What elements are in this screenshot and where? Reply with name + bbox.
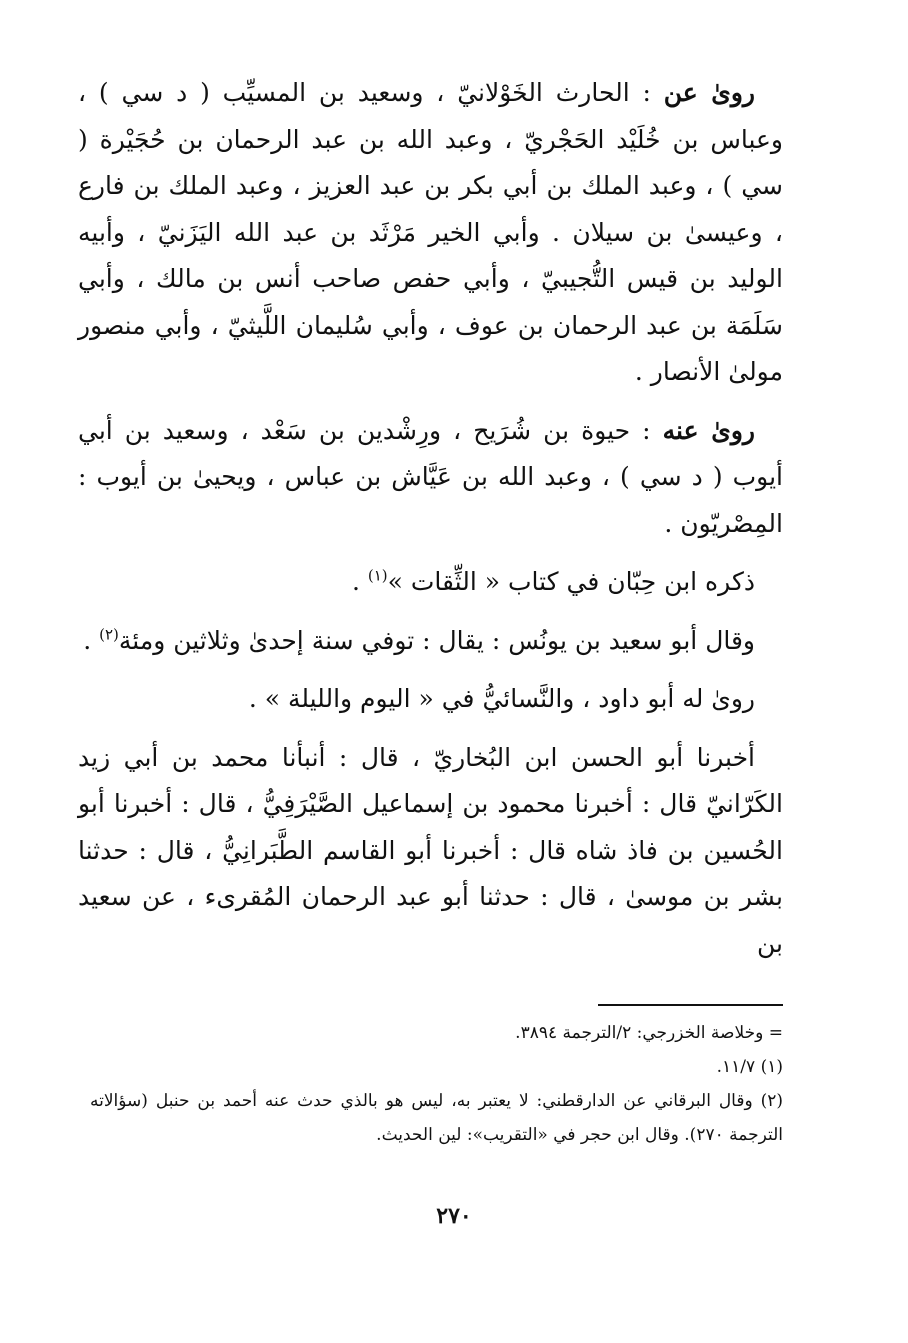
footnote-ref-2[interactable]: (٢) [99,625,119,644]
paragraph-narrated-for [78,676,783,723]
page-number: ٢٧٠ [436,1203,472,1229]
paragraph-ibn-hibban [78,559,783,606]
paragraph-isnad [78,735,783,968]
paragraph-narrated-by [78,408,783,548]
paragraph-end: . [83,625,100,655]
paragraph-text: وقال أبو سعيد بن يونُس : يقال : توفي سنة إحدىٰ وثلاثين ومئة [118,625,755,655]
paragraph-narrated-from [78,70,783,396]
paragraph-label: روىٰ عنه [662,415,755,445]
footnote-divider [598,1004,783,1006]
paragraph-end: . [351,567,368,596]
footnote-ref-1[interactable]: (١) [367,566,388,585]
paragraph-text: ذكره ابن حِبّان في كتاب « الثِّقات » [387,567,755,596]
paragraph-ibn-yunus [78,618,783,665]
main-text [78,70,783,979]
footnote-1: (١) ١١/٧. [716,1057,783,1077]
paragraph-label: روىٰ عن [663,78,756,107]
paragraph-text: : الحارث الخَوْلانيّ ، وسعيد بن المسيِّب ( د سي ) ، وعباس بن خُلَيْد الحَجْريّ ، وعبد الله بن عبد الرحمان بن حُجَيْرة ( سي ) ، وعبد الملك بن أبي بكر بن عبد العزيز ، وعبد الملك بن فارع ، وعيسىٰ بن سيلان . وأبي الخير مَرْثَد بن عبد الله اليَزَنيّ ، وأبيه الوليد بن قيس التُّجيبيّ ، وأبي حفص صاحب أنس بن مالك ، وأبي سَلَمَة بن عبد الرحمان بن عوف ، وأبي سُليمان اللَّيثيّ ، وأبي منصور مولىٰ الأنصار . [78,78,783,386]
footnote-continuation: = وخلاصة الخزرجي: ٢/الترجمة ٣٨٩٤. [515,1023,783,1043]
footnote-2: (٢) وقال البرقاني عن الدارقطني: لا يعتبر به، ليس هو بالذي حدث عنه أحمد بن حنبل (سؤالاته الترجمة ٢٧٠). وقال ابن حجر في «التقريب»: لين الحديث. [90,1091,783,1145]
paragraph-text: روىٰ له أبو داود ، والنَّسائيُّ في « اليوم والليلة » . [248,684,755,713]
paragraph-text: : حيوة بن شُرَيح ، ورِشْدين بن سَعْد ، وسعيد بن أبي أيوب ( د سي ) ، وعبد الله بن عَيَّاش بن عباس ، ويحيىٰ بن أيوب : المِصْريّون . [78,415,783,538]
paragraph-text: أخبرنا أبو الحسن ابن البُخاريّ ، قال : أنبأنا محمد بن أبي زيد الكَرّانيّ قال : أخبرنا محمود بن إسماعيل الصَّيْرَفِيُّ ، قال : أخبرنا أبو الحُسين بن فاذ شاه قال : أخبرنا أبو القاسم الطَّبَرانِيُّ ، قال : حدثنا بشر بن موسىٰ ، قال : حدثنا أبو عبد الرحمان المُقرىء ، عن سعيد بن [78,742,783,958]
footnotes [90,1016,783,1152]
